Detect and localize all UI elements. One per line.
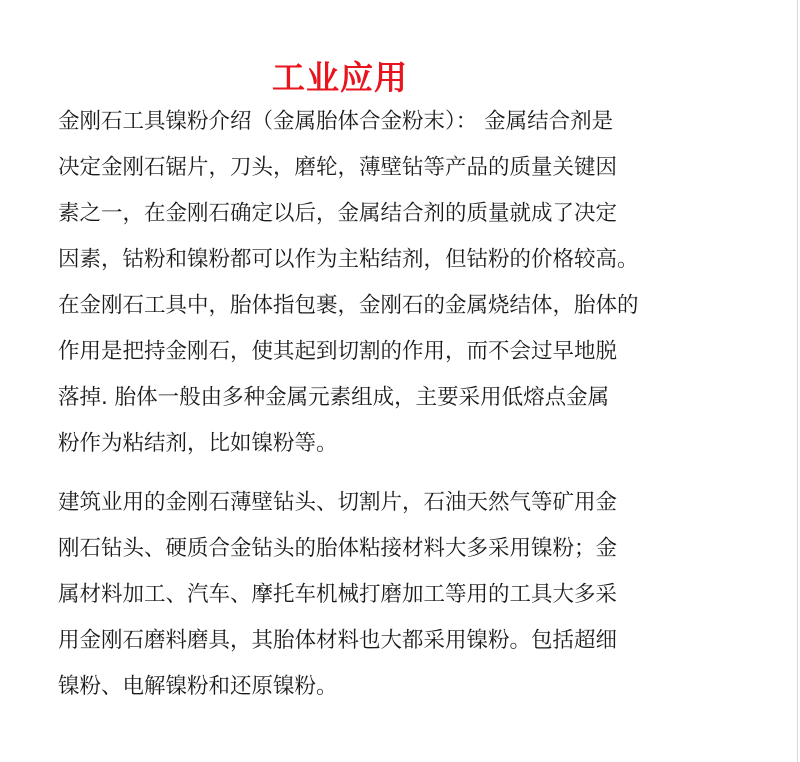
page-edge-divider [797, 0, 798, 762]
paragraph-line: 素之一，在金刚石确定以后，金属结合剂的质量就成了决定 [58, 201, 618, 226]
paragraph-diamond-tool-nickel-powder [58, 99, 680, 467]
paragraph-line: 粉作为粘结剂，比如镍粉等。 [58, 431, 338, 456]
paragraph-line: 因素，钴粉和镍粉都可以作为主粘结剂，但钴粉的价格较高。 [58, 247, 639, 272]
paragraph-line: 落掉. 胎体一般由多种金属元素组成，主要采用低熔点金属 [58, 385, 610, 410]
paragraph-line: 用金刚石磨料磨具，其胎体材料也大都采用镍粉。包括超细 [58, 628, 618, 653]
paragraph-line: 刚石钻头、硬质合金钻头的胎体粘接材料大多采用镍粉；金 [58, 536, 618, 561]
paragraph-line: 在金刚石工具中，胎体指包裹，金刚石的金属烧结体，胎体的 [58, 293, 639, 318]
paragraph-construction-applications [58, 480, 680, 710]
page-title: 工业应用 [272, 58, 408, 98]
paragraph-line: 作用是把持金刚石，使其起到切割的作用，而不会过早地脱 [58, 339, 618, 364]
paragraph-line: 属材料加工、汽车、摩托车机械打磨加工等用的工具大多采 [58, 582, 618, 607]
paragraph-line: 金刚石工具镍粉介绍（金属胎体合金粉末）： 金属结合剂是 [58, 109, 614, 134]
paragraph-line: 决定金刚石锯片，刀头，磨轮，薄壁钻等产品的质量关键因 [58, 155, 618, 180]
paragraph-line: 镍粉、电解镍粉和还原镍粉。 [58, 674, 338, 699]
paragraph-line: 建筑业用的金刚石薄壁钻头、切割片，石油天然气等矿用金 [58, 490, 618, 515]
